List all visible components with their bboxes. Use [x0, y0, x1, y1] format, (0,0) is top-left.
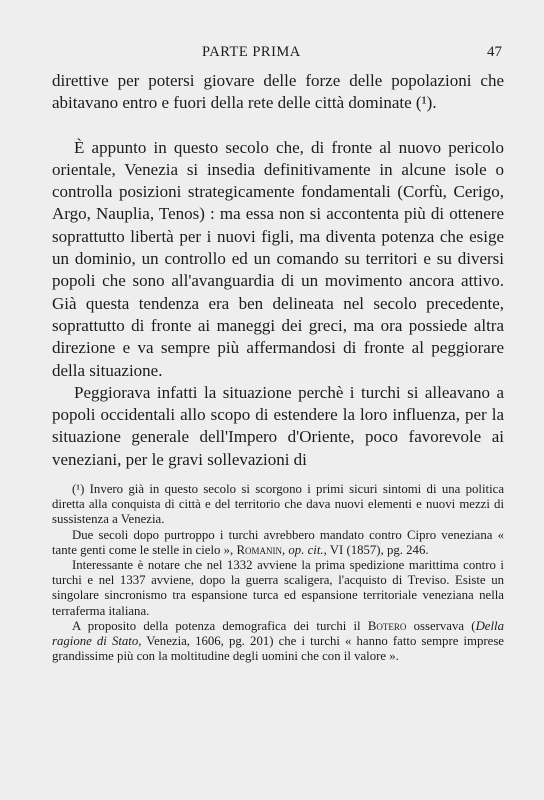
footnote-4-work-title: Della ragione di Stato	[52, 618, 504, 649]
section-title: PARTE PRIMA	[202, 44, 301, 60]
paragraph-3: Peggiorava infatti la situazione perchè i turchi si alleavano a popoli occidentali allo scopo di estendere la loro influenza, per la situazione generale dell'Impero d'Oriente, poco favorevole ai veneziani, per le gravi sollevazioni di	[52, 382, 504, 469]
footnotes	[52, 482, 504, 664]
footnote-4	[52, 619, 504, 665]
main-text	[52, 70, 504, 471]
running-header	[52, 44, 502, 64]
page-number: 47	[487, 44, 502, 60]
footnote-2-text-b: ,	[281, 542, 289, 557]
footnote-4-text-a: A proposito della potenza demografica dei turchi il	[72, 618, 368, 633]
footnote-1: (¹) Invero già in questo secolo si scorgono i primi sicuri sintomi di una politica diretta alla conquista di città e del territorio che dava nuovi elementi e nuovi mezzi di sussistenza a Venezia.	[52, 482, 504, 527]
footnote-4-text-c: , Venezia, 1606, pg. 201) che i turchi « hanno fatto sempre imprese grandissime più con la moltitudine degli uomini che con il valore ».	[52, 634, 504, 664]
footnote-2-citation: op. cit.	[288, 542, 324, 557]
footnote-2	[52, 528, 504, 558]
footnote-2-author: Romanin	[236, 542, 282, 557]
footnote-3: Interessante è notare che nel 1332 avviene la prima spedizione marittima contro i turchi e nel 1337 avviene, dopo la guerra scaligera, l'acquisto di Treviso. Esiste un singolare sincronismo tra espansione turca ed espansione territoriale veneziana nella terraferma italiana.	[52, 558, 504, 618]
footnote-2-text-a: Due secoli dopo purtroppo i turchi avrebbero mandato contro Cipro veneziana « tante genti come le stelle in cielo »,	[52, 527, 504, 557]
footnote-2-text-c: , VI (1857), pg. 246.	[323, 542, 429, 557]
footnote-4-text-b: osservava (	[406, 618, 476, 633]
paragraph-1: direttive per potersi giovare delle forze delle popolazioni che abitavano entro e fuori della rete delle città dominate (¹).	[52, 71, 504, 113]
footnote-4-author: Botero	[367, 618, 407, 633]
paragraph-2: È appunto in questo secolo che, di fronte al nuovo pericolo orientale, Venezia si insedia definitivamente in alcune isole o controlla posizioni strategicamente fondamentali (Corfù, Cerigo, Argo, Nauplia, Tenos) : ma essa non si accontenta più di ottenere soprattutto libertà per i nuovi figli, ma diventa potenza che esige un dominio, un controllo ed un comando su territori e su diversi popoli che sono all'avanguardia di un movimento ancora attivo. Già questa tendenza era ben delineata nel secolo precedente, soprattutto di fronte ai maneggi dei greci, ma ora possiede altra direzione e va sempre più affermandosi di fronte al peggiorare della situazione.	[52, 137, 504, 380]
